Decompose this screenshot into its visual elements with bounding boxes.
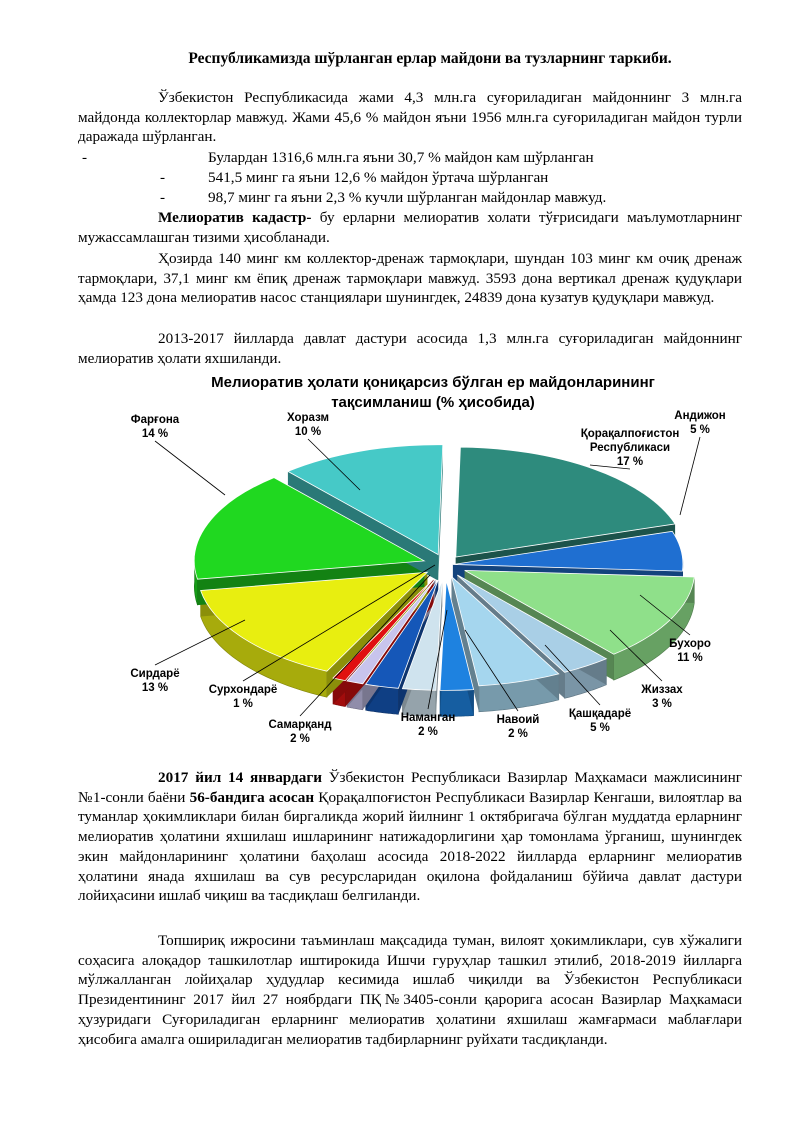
- bullet-dash: -: [160, 169, 166, 186]
- bullet-text: 98,7 минг га яъни 2,3 % кучли шўрланган майдонлар мавжуд.: [208, 189, 607, 206]
- pie-label: Навоий 2 %: [496, 714, 540, 740]
- pie-label: Қашқадарё 5 %: [568, 708, 632, 734]
- decision-part1: Ўзбекистон Республикаси Вазирлар Маҳкамаси мажлисининг №1-сонли баёни: [78, 769, 742, 806]
- program-paragraph: 2013-2017 йилларда давлат дастури асосида 1,3 млн.га суғориладиган майдоннинг мелиоратив ҳолати яхшиланди.: [78, 330, 742, 367]
- pie-label: Бухоро 11 %: [669, 638, 711, 664]
- cadastre-paragraph: [78, 208, 742, 247]
- pie-label: Андижон 5 %: [674, 410, 726, 436]
- pie-label: Фарғона 14 %: [130, 414, 180, 440]
- decision-item: 56-бандига асосан: [189, 788, 315, 806]
- pie-leader-line: [680, 437, 700, 515]
- bullet-text: 541,5 минг га яъни 12,6 % майдон ўртача шўрланган: [208, 169, 549, 186]
- pie-label: Хоразм 10 %: [286, 412, 330, 438]
- page-heading: Республикамизда шўрланган ерлар майдони ва тузларнинг таркиби.: [188, 50, 672, 67]
- pie-label: Сирдарё 13 %: [130, 668, 180, 694]
- decision-date: 2017 йил 14 январдаги: [158, 769, 322, 786]
- cadastre-text: бу ерларни мелиоратив холати тўғрисидаги маълумотларнинг мужассамлашган тизими ҳисобланади.: [78, 209, 742, 246]
- pie-label: Сурхондарё 1 %: [208, 684, 278, 710]
- bullet-dash: -: [82, 149, 88, 166]
- cadastre-term: Мелиоратив кадастр-: [158, 209, 312, 226]
- intro-paragraph: Ўзбекистон Республикасида жами 4,3 млн.га суғориладиган майдоннинг 3 млн.га майдонда коллекторлар мавжуд. Жами 45,6 % майдон яъни 1956 млн.га суғориладиган майдон турли даражада шўрланган.: [78, 89, 742, 146]
- chart-title-line1: Мелиоратив ҳолати қониқарсиз бўлган ер майдонларининг: [211, 374, 655, 391]
- pie-label: Қорақалпоғистон Республикаси 17 %: [580, 428, 680, 468]
- decision-part2: Қорақалпоғистон Республикаси Вазирлар Кенгаши, вилоятлар ва туманлар ҳокимликлари билан биргаликда жорий йилнинг 1 октябригача бўлган муддатда ерларнинг мелиоратив ҳолатини яхшилаш ишларининг натижадорлигини ҳар томонлама ўрганиш, шунингдек экин майдонларининг ҳолатини баҳолаш асосида 2018-2022 йилларда ерларнинг мелиоратив ҳолатини янада яхшилаш ва сув ресурсларидан оқилона фойдаланиш бўйича давлат дастури лойиҳасини ишлаб чиқиш ва тасдиқлаш белгиланди.: [78, 788, 742, 905]
- pie-chart: [0, 405, 800, 765]
- bullet-dash: -: [160, 189, 166, 206]
- chart-title-line2: тақсимланиш (% ҳисобида): [331, 394, 535, 411]
- network-paragraph: Ҳозирда 140 минг км коллектор-дренаж тармоқлари, шундан 103 минг км очиқ дренаж тармоқлари, 37,1 минг км ёпиқ дренаж тармоқлари мавжуд. 3593 дона вертикал дренаж қудуқлари ҳамда 123 дона мелиоратив насос станциялари шунингдек, 24839 дона кузатув қудуқлари мавжуд.: [78, 250, 742, 307]
- pie-label: Жиззах 3 %: [641, 684, 683, 710]
- final-paragraph: Топшириқ ижросини таъминлаш мақсадида туман, вилоят ҳокимликлари, сув хўжалиги соҳасига алоқадор ташкилотлар иштирокида Ишчи гуруҳлар ташкил этилиб, 2018-2019 йилларга мўлжалланган лойиҳалар ҳудудлар кесимида ишлаб чиқилди ва Ўзбекистон Республикаси Президентининг 2017 йил 27 ноябрдаги ПҚ№3405-сонли қарорига асосан Вазирлар Маҳкамаси ҳузуридаги Суғориладиган ерларнинг мелиоратив ҳолатини яхшилаш жамғармаси маблағлари ҳисобига амалга ошириладиган мелиоратив тадбирларнинг руйхати тасдиқланди.: [78, 932, 742, 1048]
- pie-leader-line: [155, 441, 225, 495]
- decision-paragraph: [78, 768, 742, 906]
- bullet-text: Булардан 1316,6 млн.га яъни 30,7 % майдон кам шўрланган: [208, 149, 594, 166]
- pie-label: Самарқанд 2 %: [268, 719, 332, 745]
- pie-label: Наманган 2 %: [400, 712, 456, 738]
